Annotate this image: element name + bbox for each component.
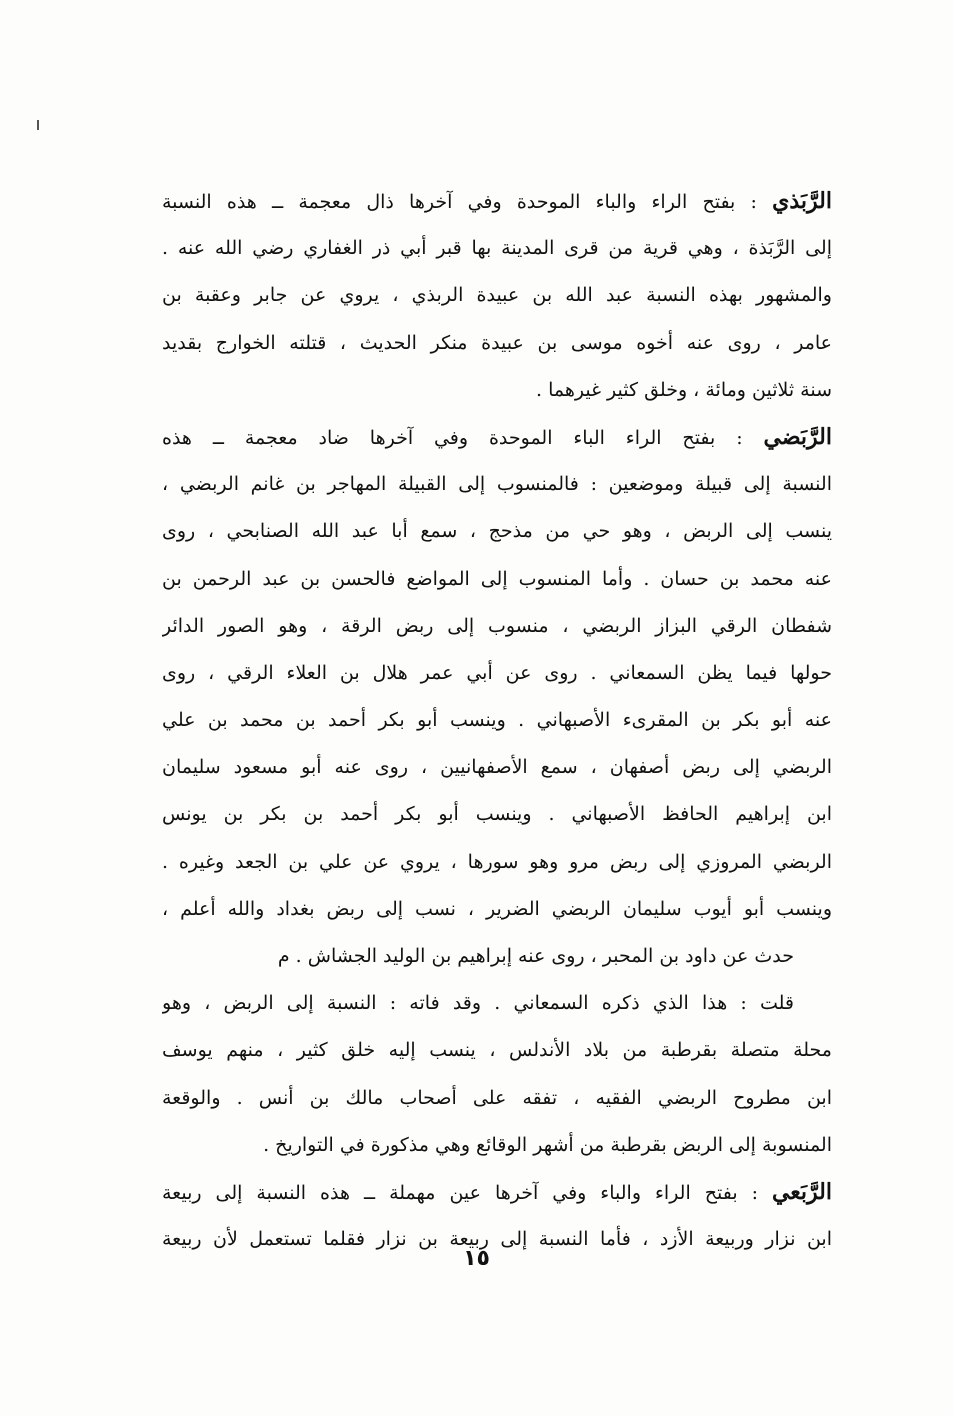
text-line: وينسب أبو أيوب سليمان الربضي الضرير ، نسب إلى ربض بغداد والله أعلم ،: [162, 897, 832, 920]
text-line: المنسوبة إلى الربض بقرطبة من أشهر الوقائع وهي مذكورة في التواريخ .: [263, 1133, 832, 1156]
text-line: ابن مطروح الربضي الفقيه ، تفقه على أصحاب مالك بن أنس . والوقعة: [162, 1086, 832, 1109]
text-line: سنة ثلاثين ومائة ، وخلق كثير غيرهما .: [535, 378, 832, 401]
text-line: إلى الرَّبَذة ، وهي قرية من قرى المدينة بها قبر أبي ذر الغفاري رضي الله عنه .: [162, 237, 832, 260]
page-text: [162, 178, 832, 1263]
line-text: : بفتح الراء الباء الموحدة وفي آخرها ضاد معجمة ــ هذه: [162, 426, 764, 449]
text-line: ينسب إلى الربض ، وهو حي من مذحج ، سمع أبا عبد الله الصنابحي ، روى: [162, 520, 832, 543]
text-line: [162, 1169, 832, 1216]
entry-headword: الرَّبَذي: [772, 188, 832, 214]
text-line: الربضي المروزي إلى ربض مرو وهو سورها ، يروي عن علي بن الجعد وغيره .: [162, 850, 832, 873]
text-line: محلة متصلة بقرطبة من بلاد الأندلس ، ينسب إليه خلق كثير ، منهم يوسف: [162, 1039, 832, 1062]
text-line: [162, 414, 832, 461]
text-line: عنه أبو بكر بن المقرىء الأصبهاني . وينسب أبو بكر أحمد بن محمد بن علي: [162, 709, 832, 732]
text-line: حولها فيما يظن السمعاني . روى عن أبي عمر هلال بن العلاء الرقي ، روى: [162, 661, 832, 684]
text-line: شفطان الرقي البزاز الربضي ، منسوب إلى ربض الرقة ، وهو الصور الدائر: [162, 614, 832, 637]
text-line: الربضي إلى ربض أصفهان ، سمع الأصفهانيين ، روى عنه أبو مسعود سليمان: [162, 756, 832, 779]
text-line: النسبة إلى قبيلة وموضعين : فالمنسوب إلى القبيلة المهاجر بن غانم الربضي ،: [162, 473, 832, 496]
text-line: عامر ، روى عنه أخوه موسى بن عبيدة منكر الحديث ، قتلته الخوارج بقديد: [162, 331, 832, 354]
line-text: : بفتح الراء والباء وفي آخرها عين مهملة ــ هذه النسبة إلى ربيعة: [162, 1181, 772, 1204]
text-line: عنه محمد بن حسان . وأما المنسوب إلى المواضع فالحسن بن عبد الرحمن بن: [162, 567, 832, 590]
text-line: والمشهور بهذه النسبة عبد الله بن عبيدة الربذي ، يروي عن جابر وعقبة بن: [162, 284, 832, 307]
text-line: ابن إبراهيم الحافظ الأصبهاني . وينسب أبو بكر أحمد بن بكر بن يونس: [162, 803, 832, 826]
entry-headword: الرَّبَضي: [763, 423, 832, 450]
text-line: قلت : هذا الذي ذكره السمعاني . وقد فاته : النسبة إلى الربض ، وهو: [162, 992, 794, 1015]
page-number: ١٥: [463, 1246, 490, 1271]
text-line: حدث عن داود بن المحبر ، روى عنه إبراهيم بن الوليد الجشاش . م: [277, 945, 794, 967]
line-text: : بفتح الراء والباء الموحدة وفي آخرها ذال معجمة ــ هذه النسبة: [162, 191, 773, 213]
text-line: [162, 178, 832, 225]
entry-headword: الرَّبَعي: [771, 1178, 832, 1205]
text-line: ابن نزار وربيعة الأزد ، فأما النسبة إلى ربيعة بن نزار فقلما تستعمل لأن ربيعة: [162, 1228, 832, 1251]
margin-mark: [37, 120, 39, 130]
